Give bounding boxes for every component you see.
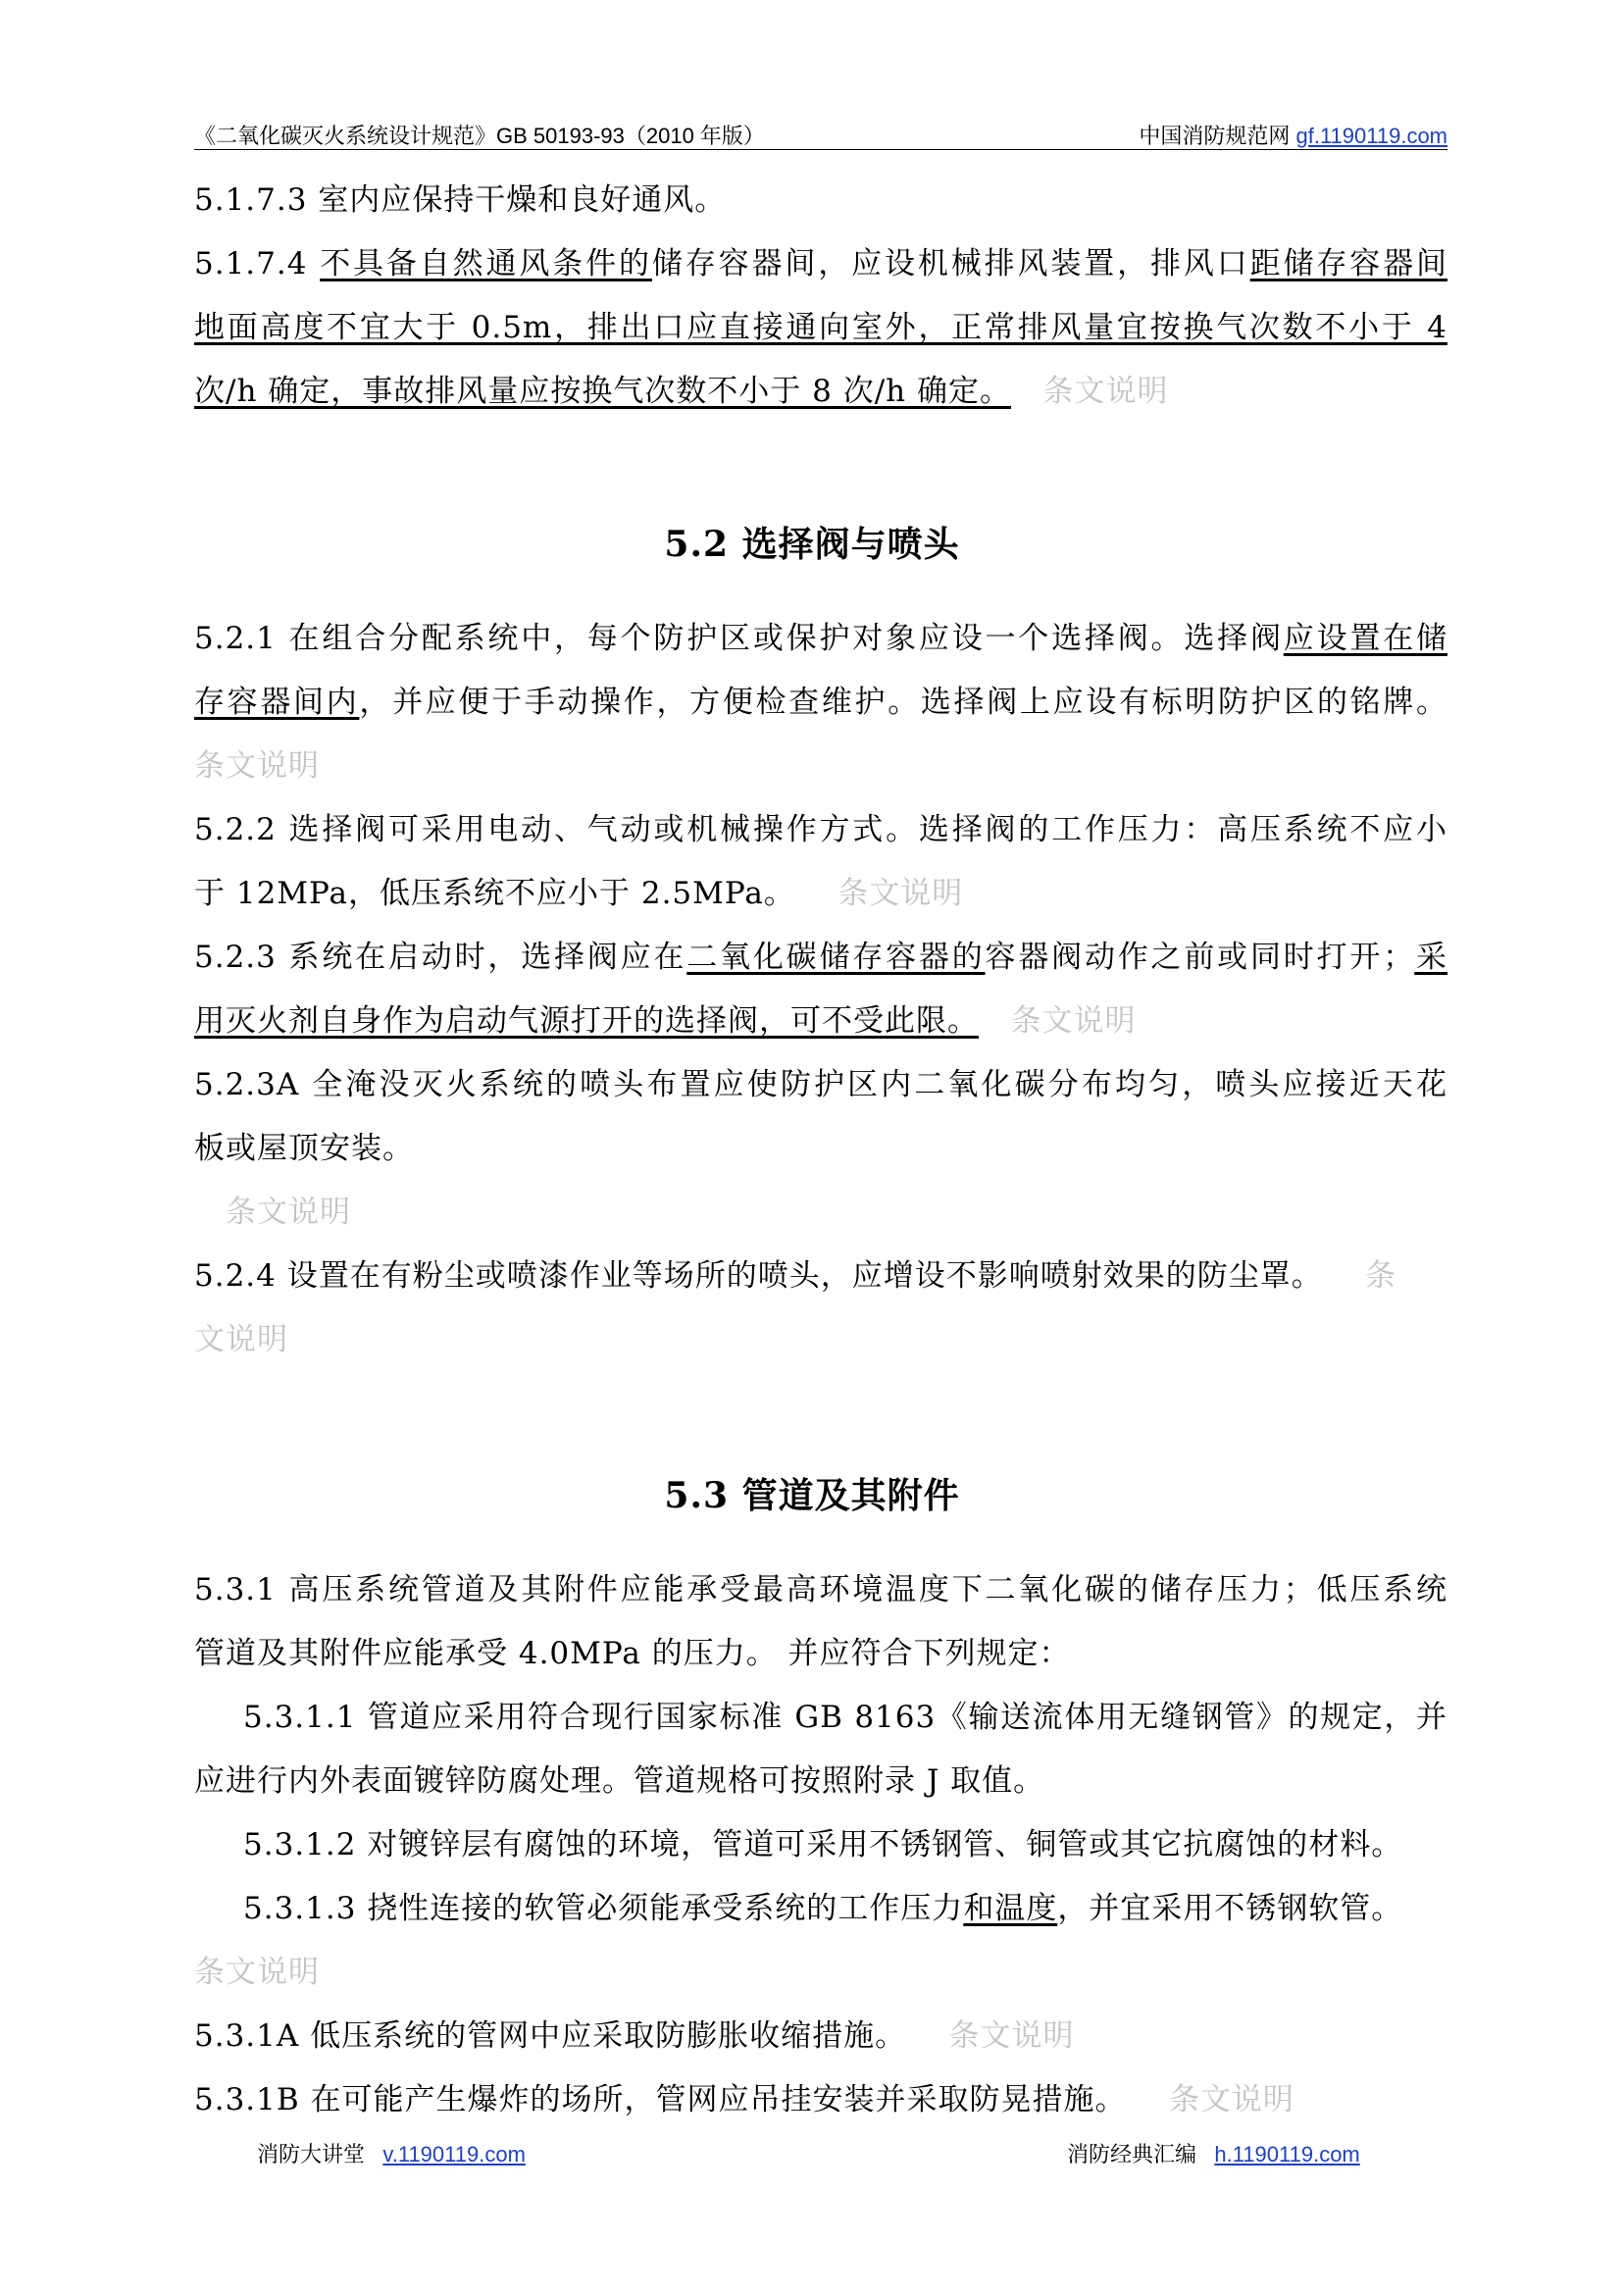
clause-note-link[interactable]: 条文说明 [194, 748, 320, 784]
clause-5-3-1a: 5.3.1A 低压系统的管网中应采取防膨胀收缩措施。 条文说明 [194, 2018, 1075, 2054]
clause-5-1-7-4-line2: 地面高度不宜大于 0.5m，排出口应直接通向室外，正常排风量宜按换气次数不小于 4 [194, 310, 1447, 345]
header-site [1139, 120, 1447, 150]
clause-5-2-3a-line1: 5.2.3A 全淹没灭火系统的喷头布置应使防护区内二氧化碳分布均匀，喷头应接近天花 [194, 1067, 1447, 1102]
clause-5-2-3-line2: 用灭火剂自身作为启动气源打开的选择阀，可不受此限。 条文说明 [194, 1003, 1137, 1039]
clause-5-1-7-4-line1: 5.1.7.4 不具备自然通风条件的储存容器间，应设机械排风装置，排风口距储存容器间 [194, 246, 1448, 281]
footer-right [1067, 2138, 1360, 2168]
clause-5-3-1-line2: 管道及其附件应能承受 4.0MPa 的压力。 并应符合下列规定： [194, 1636, 1071, 1671]
clause-note-link-part1[interactable]: 条 [1365, 1258, 1397, 1294]
clause-5-3-1-2: 5.3.1.2 对镀锌层有腐蚀的环境，管道可采用不锈钢管、铜管或其它抗腐蚀的材料。 [243, 1827, 1403, 1862]
clause-note-link[interactable]: 条文说明 [948, 2018, 1075, 2054]
clause-5-2-4-line1: 5.2.4 设置在有粉尘或喷漆作业等场所的喷头，应增设不影响喷射效果的防尘罩。 条 [194, 1258, 1397, 1294]
clause-5-1-7-4-line3: 次/h 确定，事故排风量应按换气次数不小于 8 次/h 确定。 条文说明 [194, 374, 1169, 409]
clause-5-2-2-line1: 5.2.2 选择阀可采用电动、气动或机械操作方式。选择阀的工作压力：高压系统不应小 [194, 812, 1447, 847]
clause-note-link[interactable]: 条文说明 [1010, 1003, 1137, 1039]
clause-5-3-1-line1: 5.3.1 高压系统管道及其附件应能承受最高环境温度下二氧化碳的储存压力；低压系统 [194, 1572, 1447, 1607]
clause-note-link[interactable]: 条文说明 [1042, 374, 1169, 409]
footer-right-label: 消防经典汇编 [1067, 2142, 1197, 2167]
clause-note-link[interactable]: 条文说明 [194, 1955, 320, 1990]
footer-left [257, 2138, 526, 2168]
clause-5-2-2-line2: 于 12MPa，低压系统不应小于 2.5MPa。 条文说明 [194, 876, 964, 911]
header-title: 《二氧化碳灭火系统设计规范》GB 50193-93（2010 年版） [194, 124, 765, 148]
clause-5-3-1-3: 5.3.1.3 挠性连接的软管必须能承受系统的工作压力和温度，并宜采用不锈钢软管。 [243, 1891, 1403, 1926]
clause-5-3-1b: 5.3.1B 在可能产生爆炸的场所，管网应吊挂安装并采取防晃措施。 条文说明 [194, 2082, 1294, 2117]
clause-5-2-1-line1: 5.2.1 在组合分配系统中，每个防护区或保护对象应设一个选择阀。选择阀应设置在储 [194, 621, 1447, 656]
header-site-link[interactable]: gf.1190119.com [1295, 124, 1447, 148]
footer-right-link[interactable]: h.1190119.com [1214, 2142, 1360, 2167]
clause-5-2-1-line2: 存容器间内，并应便于手动操作，方便检查维护。选择阀上应设有标明防护区的铭牌。 [194, 685, 1448, 720]
clause-note-link[interactable]: 条文说明 [226, 1195, 351, 1230]
section-5-3-heading: 5.3 管道及其附件 [664, 1475, 960, 1516]
page-header [194, 118, 1447, 150]
footer-left-label: 消防大讲堂 [257, 2142, 366, 2167]
footer-left-link[interactable]: v.1190119.com [382, 2142, 526, 2167]
clause-5-3-1-1-line1: 5.3.1.1 管道应采用符合现行国家标准 GB 8163《输送流体用无缝钢管》的规定，并 [243, 1700, 1447, 1735]
clause-note-link[interactable]: 条文说明 [1168, 2082, 1294, 2117]
clause-note-link-part2[interactable]: 文说明 [194, 1322, 288, 1357]
section-5-2-heading: 5.2 选择阀与喷头 [664, 524, 960, 565]
clause-5-1-7-3: 5.1.7.3 室内应保持干燥和良好通风。 [194, 182, 727, 218]
clause-5-2-3-line1: 5.2.3 系统在启动时，选择阀应在二氧化碳储存容器的容器阀动作之前或同时打开；采 [194, 940, 1448, 975]
clause-5-3-1-1-line2: 应进行内外表面镀锌防腐处理。管道规格可按照附录 J 取值。 [194, 1763, 1045, 1799]
clause-note-link[interactable]: 条文说明 [837, 876, 964, 911]
clause-5-2-3a-line2: 板或屋顶安装。 [194, 1131, 414, 1166]
header-site-name: 中国消防规范网 [1139, 124, 1291, 148]
